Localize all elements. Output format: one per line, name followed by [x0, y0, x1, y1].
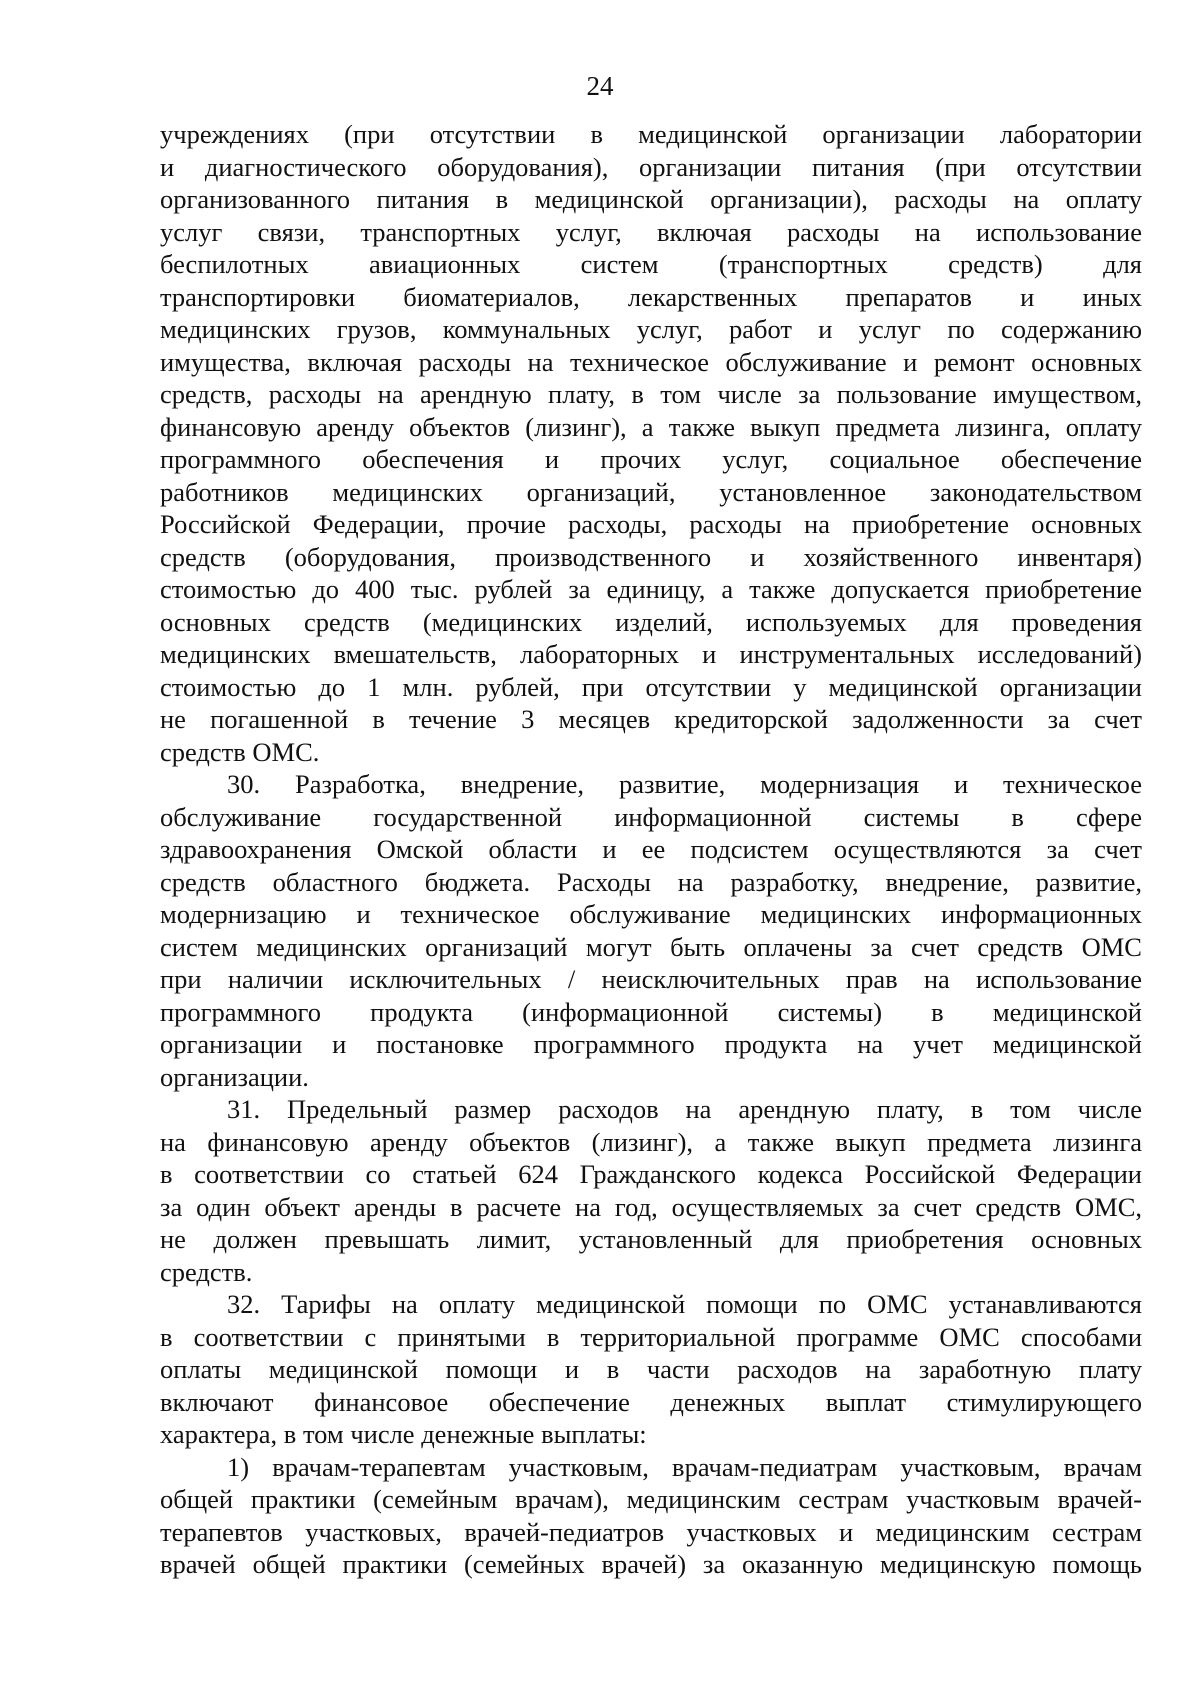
text-line: не должен превышать лимит, установленный для приобретения основных	[160, 1224, 1142, 1254]
paragraph-first-line: 30. Разработка, внедрение, развитие, модернизация и техническое	[227, 769, 1142, 799]
text-line: стоимостью до 1 млн. рублей, при отсутствии у медицинской организации	[160, 671, 1142, 702]
text-line: имущества, включая расходы на техническое обслуживание и ремонт основных	[160, 346, 1142, 377]
text-line: оплаты медицинской помощи и в части расходов на заработную плату	[160, 1354, 1142, 1384]
text-line: программного обеспечения и прочих услуг, социальное обеспечение	[160, 444, 1142, 474]
text-line: средств, расходы на арендную плату, в том числе за пользование имуществом,	[160, 379, 1142, 409]
text-line: услуг связи, транспортных услуг, включая расходы на использование	[160, 216, 1142, 247]
text-line: медицинских вмешательств, лабораторных и инструментальных исследований)	[160, 639, 1142, 669]
text-line: и диагностического оборудования), организации питания (при отсутствии	[160, 151, 1142, 182]
page-number: 24	[586, 71, 614, 101]
text-line: здравоохранения Омской области и ее подсистем осуществляются за счет	[160, 834, 1142, 864]
paragraph-first-line: 1) врачам-терапевтам участковым, врачам-педиатрам участковым, врачам	[227, 1451, 1142, 1482]
text-line: при наличии исключительных / неисключительных прав на использование	[160, 964, 1142, 994]
text-line: учреждениях (при отсутствии в медицинской организации лаборатории	[160, 119, 1142, 149]
text-line: общей практики (семейным врачам), медицинским сестрам участковым врачей-	[160, 1484, 1142, 1514]
text-line: обслуживание государственной информационной системы в сфере	[160, 801, 1142, 832]
text-line: организованного питания в медицинской организации), расходы на оплату	[160, 184, 1142, 214]
text-line: основных средств (медицинских изделий, используемых для проведения	[160, 606, 1142, 637]
text-line: организации.	[160, 1061, 309, 1092]
paragraph-first-line: 31. Предельный размер расходов на арендную плату, в том числе	[227, 1094, 1142, 1124]
document-body	[160, 118, 1142, 1581]
text-line: врачей общей практики (семейных врачей) за оказанную медицинскую помощь	[160, 1549, 1142, 1579]
text-line: за один объект аренды в расчете на год, осуществляемых за счет средств ОМС,	[160, 1191, 1142, 1222]
text-line: включают финансовое обеспечение денежных выплат стимулирующего	[160, 1386, 1142, 1417]
text-line: средств областного бюджета. Расходы на разработку, внедрение, развитие,	[160, 866, 1142, 897]
text-line: средств (оборудования, производственного и хозяйственного инвентаря)	[160, 541, 1142, 572]
text-line: Российской Федерации, прочие расходы, расходы на приобретение основных	[160, 509, 1142, 539]
text-line: систем медицинских организаций могут быть оплачены за счет средств ОМС	[160, 931, 1142, 962]
text-line: на финансовую аренду объектов (лизинг), а также выкуп предмета лизинга	[160, 1126, 1142, 1157]
text-line: транспортировки биоматериалов, лекарственных препаратов и иных	[160, 281, 1142, 312]
text-line: программного продукта (информационной системы) в медицинской	[160, 996, 1142, 1027]
text-line: терапевтов участковых, врачей-педиатров участковых и медицинским сестрам	[160, 1516, 1142, 1547]
text-line: организации и постановке программного продукта на учет медицинской	[160, 1029, 1142, 1059]
text-line: финансовую аренду объектов (лизинг), а также выкуп предмета лизинга, оплату	[160, 411, 1142, 442]
text-line: модернизацию и техническое обслуживание медицинских информационных	[160, 899, 1142, 929]
text-line: в соответствии со статьей 624 Гражданского кодекса Российской Федерации	[160, 1159, 1142, 1189]
text-line: стоимостью до 400 тыс. рублей за единицу, а также допускается приобретение	[160, 574, 1142, 604]
text-line: средств ОМС.	[160, 736, 320, 767]
text-line: работников медицинских организаций, установленное законодательством	[160, 476, 1142, 507]
text-line: в соответствии с принятыми в территориальной программе ОМС способами	[160, 1321, 1142, 1352]
text-line: не погашенной в течение 3 месяцев кредиторской задолженности за счет	[160, 704, 1142, 734]
text-line: средств.	[160, 1256, 253, 1287]
text-line: медицинских грузов, коммунальных услуг, работ и услуг по содержанию	[160, 314, 1142, 344]
paragraph-first-line: 32. Тарифы на оплату медицинской помощи по ОМС устанавливаются	[227, 1289, 1142, 1319]
text-line: характера, в том числе денежные выплаты:	[160, 1419, 647, 1449]
text-line: беспилотных авиационных систем (транспортных средств) для	[160, 249, 1142, 279]
